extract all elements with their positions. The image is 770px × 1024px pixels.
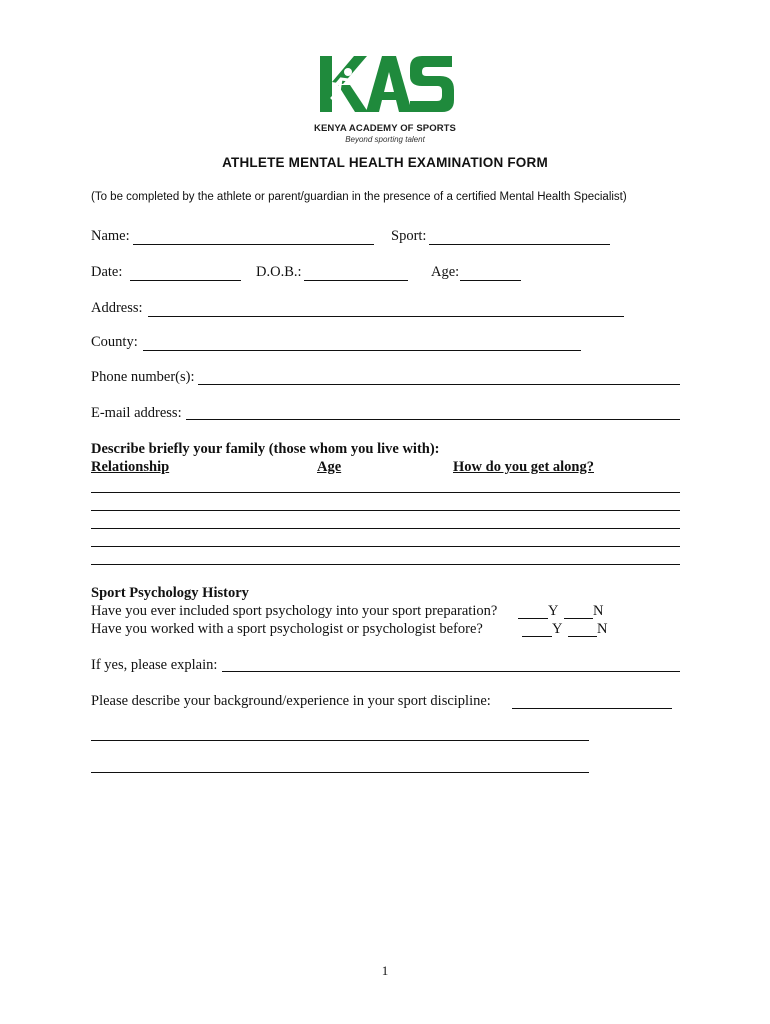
family-heading: Describe briefly your family (those whom you live with): (91, 441, 440, 457)
email-label: E-mail address: (91, 405, 182, 421)
county-label: County: (91, 334, 138, 350)
explain-field[interactable] (222, 671, 680, 672)
email-field[interactable] (186, 419, 680, 420)
q2-no-blank[interactable] (568, 636, 597, 637)
name-field[interactable] (133, 244, 374, 245)
sport-label: Sport: (391, 228, 427, 244)
kas-logo (310, 52, 460, 148)
background-field[interactable] (512, 708, 672, 709)
column-age: Age (317, 459, 342, 475)
family-line-1[interactable] (91, 492, 680, 493)
date-field[interactable] (130, 280, 241, 281)
family-line-5[interactable] (91, 564, 680, 565)
column-get-along: How do you get along? (453, 459, 594, 475)
age-field[interactable] (460, 280, 521, 281)
background-line-3[interactable] (91, 772, 589, 773)
kas-logo-mark (310, 52, 460, 120)
sport-psychology-heading: Sport Psychology History (91, 585, 249, 601)
background-line-2[interactable] (91, 740, 589, 741)
name-label: Name: (91, 228, 130, 244)
phone-label: Phone number(s): (91, 369, 195, 385)
background-label: Please describe your background/experience in your sport discipline: (91, 693, 491, 709)
organization-tagline: Beyond sporting talent (345, 135, 425, 144)
family-line-3[interactable] (91, 528, 680, 529)
form-title: ATHLETE MENTAL HEALTH EXAMINATION FORM (222, 155, 548, 170)
address-label: Address: (91, 300, 143, 316)
dob-label: D.O.B.: (256, 264, 302, 280)
family-line-2[interactable] (91, 510, 680, 511)
q1-no-blank[interactable] (564, 618, 593, 619)
age-label: Age: (431, 264, 460, 280)
q2-no-label: N (597, 621, 608, 637)
question-sport-psychology-included: Have you ever included sport psychology into your sport preparation? (91, 603, 498, 619)
organization-name: KENYA ACADEMY OF SPORTS (313, 123, 456, 134)
page-number: 1 (381, 963, 389, 978)
q2-yes-blank[interactable] (522, 636, 552, 637)
column-relationship: Relationship (91, 459, 170, 475)
county-field[interactable] (143, 350, 581, 351)
q1-yes-label: Y (548, 603, 559, 619)
dob-field[interactable] (304, 280, 408, 281)
q2-yes-label: Y (552, 621, 563, 637)
sport-field[interactable] (429, 244, 610, 245)
date-label: Date: (91, 264, 123, 280)
family-line-4[interactable] (91, 546, 680, 547)
phone-field[interactable] (198, 384, 680, 385)
form-instructions: (To be completed by the athlete or parent/guardian in the presence of a certified Mental Health Specialist) (91, 191, 627, 203)
address-field[interactable] (148, 316, 624, 317)
q1-yes-blank[interactable] (518, 618, 548, 619)
explain-label: If yes, please explain: (91, 657, 218, 673)
q1-no-label: N (593, 603, 604, 619)
question-worked-with-psychologist: Have you worked with a sport psychologist or psychologist before? (91, 621, 483, 637)
